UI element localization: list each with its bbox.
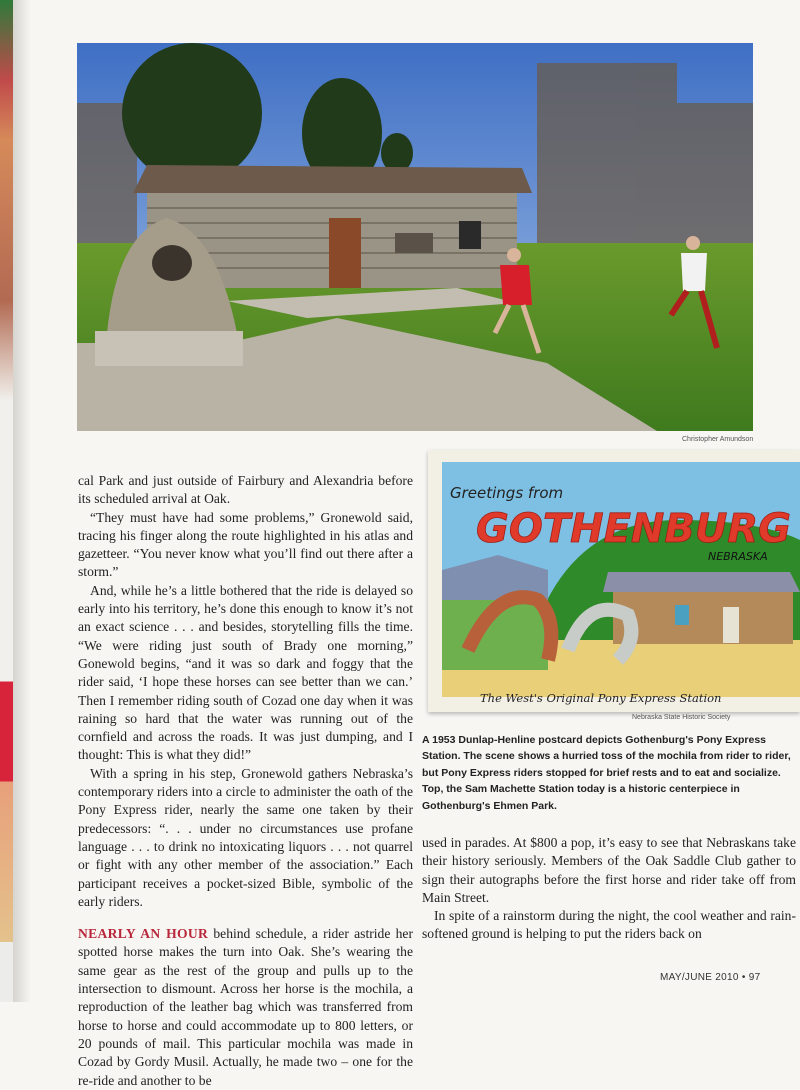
adjacent-page-edge [0, 0, 13, 1002]
photo-credit: Christopher Amundson [682, 436, 754, 443]
station-photo [77, 43, 753, 431]
section-paragraph [78, 925, 413, 1090]
section-lead-in: NEARLY AN HOUR [78, 926, 209, 942]
postcard-image [428, 450, 800, 712]
paragraph: And, while he’s a little bothered that the ride is delayed so early into his territory, he’s done this enough to know it’s not an exact science . . . and besides, storytelling fills the time. “We were riding just south of Brady one morning,” Gonewold begins, “and it was so dark and foggy that the rider said, ‘I hope these horses can see better than we can.’ Then I remember riding south of Cozad one day when it was raining so hard that the water was running out of the cornfield and across the roads. It was just dumping, and I thought: This is what they did!” [78, 582, 413, 763]
postcard-credit: Nebraska State Historic Society [632, 714, 731, 721]
postcard-state: NEBRASKA [708, 550, 768, 563]
article-column-left [78, 472, 413, 1090]
postcard-city: GOTHENBURG [476, 506, 791, 552]
paragraph: cal Park and just outside of Fairbury and Alexandria before its scheduled arrival at Oak. [78, 473, 413, 507]
postcard-banner: The West's Original Pony Express Station [480, 691, 722, 705]
paragraph: In spite of a rainstorm during the night, the cool weather and rain-softened ground is helping to put the riders back on [422, 908, 796, 942]
photo-caption: A 1953 Dunlap-Henline postcard depicts Gothenburg's Pony Express Station. The scene shows a hurried toss of the mochila from rider to rider, but Pony Express riders stopped for brief rests and to eat and socialize. Top, the Sam Machette Station today is a historic centerpiece in Gothenburg's Ehmen Park. [422, 734, 791, 812]
page-gutter [13, 0, 31, 1002]
paragraph: used in parades. At $800 a pop, it’s easy to see that Nebraskans take their history seriously. Members of the Oak Saddle Club gather to sign their autographs before the first horse and rider take off from Main Street. [422, 835, 796, 905]
article-column-right [422, 834, 796, 944]
section-text: behind schedule, a rider astride her spotted horse makes the turn into Oak. She’s wearing the same gear as the rest of the group and pulls up to the intersection to dismount. Across her horse is the mochila, a reproduction of the leather bag which was transferred from horse to horse and could accommodate up to 800 letters, or 20 pounds of mail. This particular mochila was made in Cozad by Gordy Musil. Actually, he made two – one for the re-ride and another to be [78, 926, 413, 1088]
paragraph: “They must have had some problems,” Gronewold said, tracing his finger along the route highlighted in his atlas and gazetteer. “You never know what you’ll find out there after a storm.” [78, 509, 413, 580]
postcard-greeting: Greetings from [450, 484, 564, 502]
page-folio: MAY/JUNE 2010 • 97 [660, 972, 761, 983]
paragraph: With a spring in his step, Gronewold gathers Nebraska’s contemporary riders into a circle to administer the oath of the Pony Express rider, nearly the same one taken by their predecessors: “. . . under no circumstances use profane language . . . to drink no intoxicating liquors . . . not quarrel or fight with any other member of the association.” Each participant receives a pocket-sized Bible, symbolic of the early riders. [78, 765, 413, 909]
